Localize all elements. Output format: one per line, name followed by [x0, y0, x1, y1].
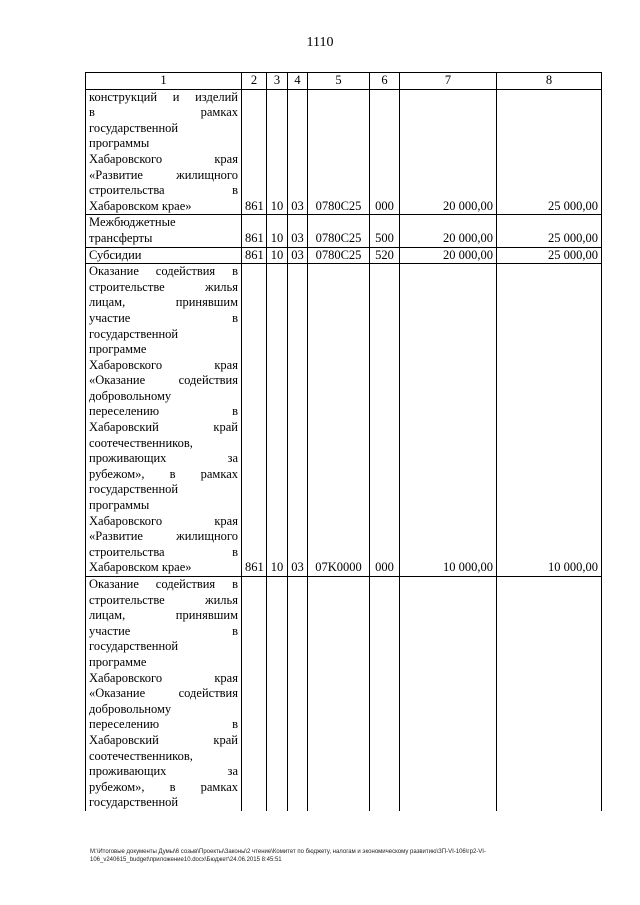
amount-2017-cell: 25 000,00: [497, 247, 602, 264]
description-line: переселению в: [89, 717, 238, 732]
description-line: Хабаровского края: [89, 357, 238, 372]
description-line: государственной: [89, 326, 179, 341]
description-line: «Развитие жилищного: [89, 529, 238, 544]
table-body: [86, 89, 602, 811]
ministry-code-cell: 861: [242, 215, 267, 247]
budget-table: [85, 72, 602, 811]
row-description: [86, 247, 242, 264]
description-line: участие в: [89, 310, 238, 325]
amount-2017-cell: 25 000,00: [497, 215, 602, 247]
description-line: переселению в: [89, 404, 238, 419]
file-path-footer: [90, 848, 610, 864]
target-article-cell: 0780C25: [308, 247, 370, 264]
target-article-cell: [308, 577, 370, 811]
description-line: строительстве жилья: [89, 592, 238, 607]
description-line: «Оказание содействия: [89, 686, 238, 701]
expense-type-cell: 000: [370, 89, 400, 215]
description-line: строительства в: [89, 544, 238, 559]
expense-type-cell: 000: [370, 264, 400, 577]
amount-2016-cell: [400, 577, 497, 811]
description-line: государственной: [89, 795, 179, 810]
section-code-cell: 10: [267, 264, 288, 577]
table-row: [86, 215, 602, 247]
description-line: Хабаровского края: [89, 513, 238, 528]
expense-type-cell: 500: [370, 215, 400, 247]
row-description: [86, 215, 242, 247]
description-line: Хабаровский край: [89, 732, 238, 747]
section-code-cell: 10: [267, 215, 288, 247]
description-line: Межбюджетные: [89, 215, 176, 230]
row-description: [86, 89, 242, 215]
expense-type-cell: [370, 577, 400, 811]
table-row: [86, 247, 602, 264]
description-line: лицам, принявшим: [89, 295, 238, 310]
description-line: государственной: [89, 639, 179, 654]
description-line: трансферты: [89, 230, 153, 245]
subsection-code-cell: 03: [288, 264, 308, 577]
description-line: лицам, принявшим: [89, 608, 238, 623]
column-header: 3: [267, 73, 288, 90]
description-line: программе: [89, 342, 147, 357]
description-line: Хабаровского края: [89, 151, 238, 166]
amount-2017-cell: 25 000,00: [497, 89, 602, 215]
description-line: конструкций и изделий: [89, 89, 238, 104]
ministry-code-cell: 861: [242, 247, 267, 264]
amount-2016-cell: 10 000,00: [400, 264, 497, 577]
ministry-code-cell: 861: [242, 89, 267, 215]
ministry-code-cell: [242, 577, 267, 811]
page-number: 1110: [306, 35, 334, 50]
column-header: 2: [242, 73, 267, 90]
description-line: Субсидии: [89, 247, 142, 262]
column-header: 7: [400, 73, 497, 90]
row-description: [86, 264, 242, 577]
amount-2016-cell: 20 000,00: [400, 215, 497, 247]
description-line: программе: [89, 654, 147, 669]
description-line: проживающих за: [89, 451, 238, 466]
amount-2016-cell: 20 000,00: [400, 247, 497, 264]
description-line: программы: [89, 136, 150, 151]
description-line: Хабаровском крае»: [89, 198, 192, 213]
target-article-cell: 0780C25: [308, 215, 370, 247]
amount-2017-cell: 10 000,00: [497, 264, 602, 577]
target-article-cell: 0780C25: [308, 89, 370, 215]
description-line: Хабаровский край: [89, 420, 238, 435]
column-header-row: [86, 73, 602, 90]
target-article-cell: 07K0000: [308, 264, 370, 577]
subsection-code-cell: 03: [288, 89, 308, 215]
description-line: «Развитие жилищного: [89, 167, 238, 182]
description-line: государственной: [89, 120, 179, 135]
description-line: участие в: [89, 623, 238, 638]
description-line: строительства в: [89, 183, 238, 198]
column-header: 6: [370, 73, 400, 90]
description-line: Оказание содействия в: [89, 264, 238, 279]
description-line: в рамках: [89, 105, 238, 120]
description-line: соотечественников,: [89, 435, 193, 450]
section-code-cell: [267, 577, 288, 811]
description-line: строительстве жилья: [89, 279, 238, 294]
table-row: [86, 89, 602, 215]
footer-line: 106_v240615_budget\приложение10.docx\Бюджет\24.06.2015 8:45:51: [90, 857, 282, 863]
description-line: Оказание содействия в: [89, 577, 238, 591]
row-description: [86, 577, 242, 811]
subsection-code-cell: [288, 577, 308, 811]
subsection-code-cell: 03: [288, 215, 308, 247]
amount-2017-cell: [497, 577, 602, 811]
expense-type-cell: 520: [370, 247, 400, 264]
description-line: государственной: [89, 482, 179, 497]
column-header: 4: [288, 73, 308, 90]
description-line: Хабаровского края: [89, 670, 238, 685]
ministry-code-cell: 861: [242, 264, 267, 577]
amount-2016-cell: 20 000,00: [400, 89, 497, 215]
description-line: проживающих за: [89, 764, 238, 779]
table-row: [86, 577, 602, 811]
table-row: [86, 264, 602, 577]
section-code-cell: 10: [267, 89, 288, 215]
description-line: рубежом», в рамках: [89, 466, 238, 481]
column-header: 5: [308, 73, 370, 90]
description-line: «Оказание содействия: [89, 373, 238, 388]
section-code-cell: 10: [267, 247, 288, 264]
description-line: рубежом», в рамках: [89, 779, 238, 794]
description-line: добровольному: [89, 701, 172, 716]
description-line: программы: [89, 498, 150, 513]
description-line: Хабаровском крае»: [89, 560, 192, 575]
column-header: 8: [497, 73, 602, 90]
description-line: соотечественников,: [89, 748, 193, 763]
footer-line: M:\Итоговые документы Думы\6 созыв\Проекты\Законы\2 чтение\Комитет по бюджету, налогам и экономическому развитию\ЗП-VI-106\гр2-VI-: [90, 849, 486, 855]
description-line: добровольному: [89, 388, 172, 403]
column-header: 1: [86, 73, 242, 90]
subsection-code-cell: 03: [288, 247, 308, 264]
